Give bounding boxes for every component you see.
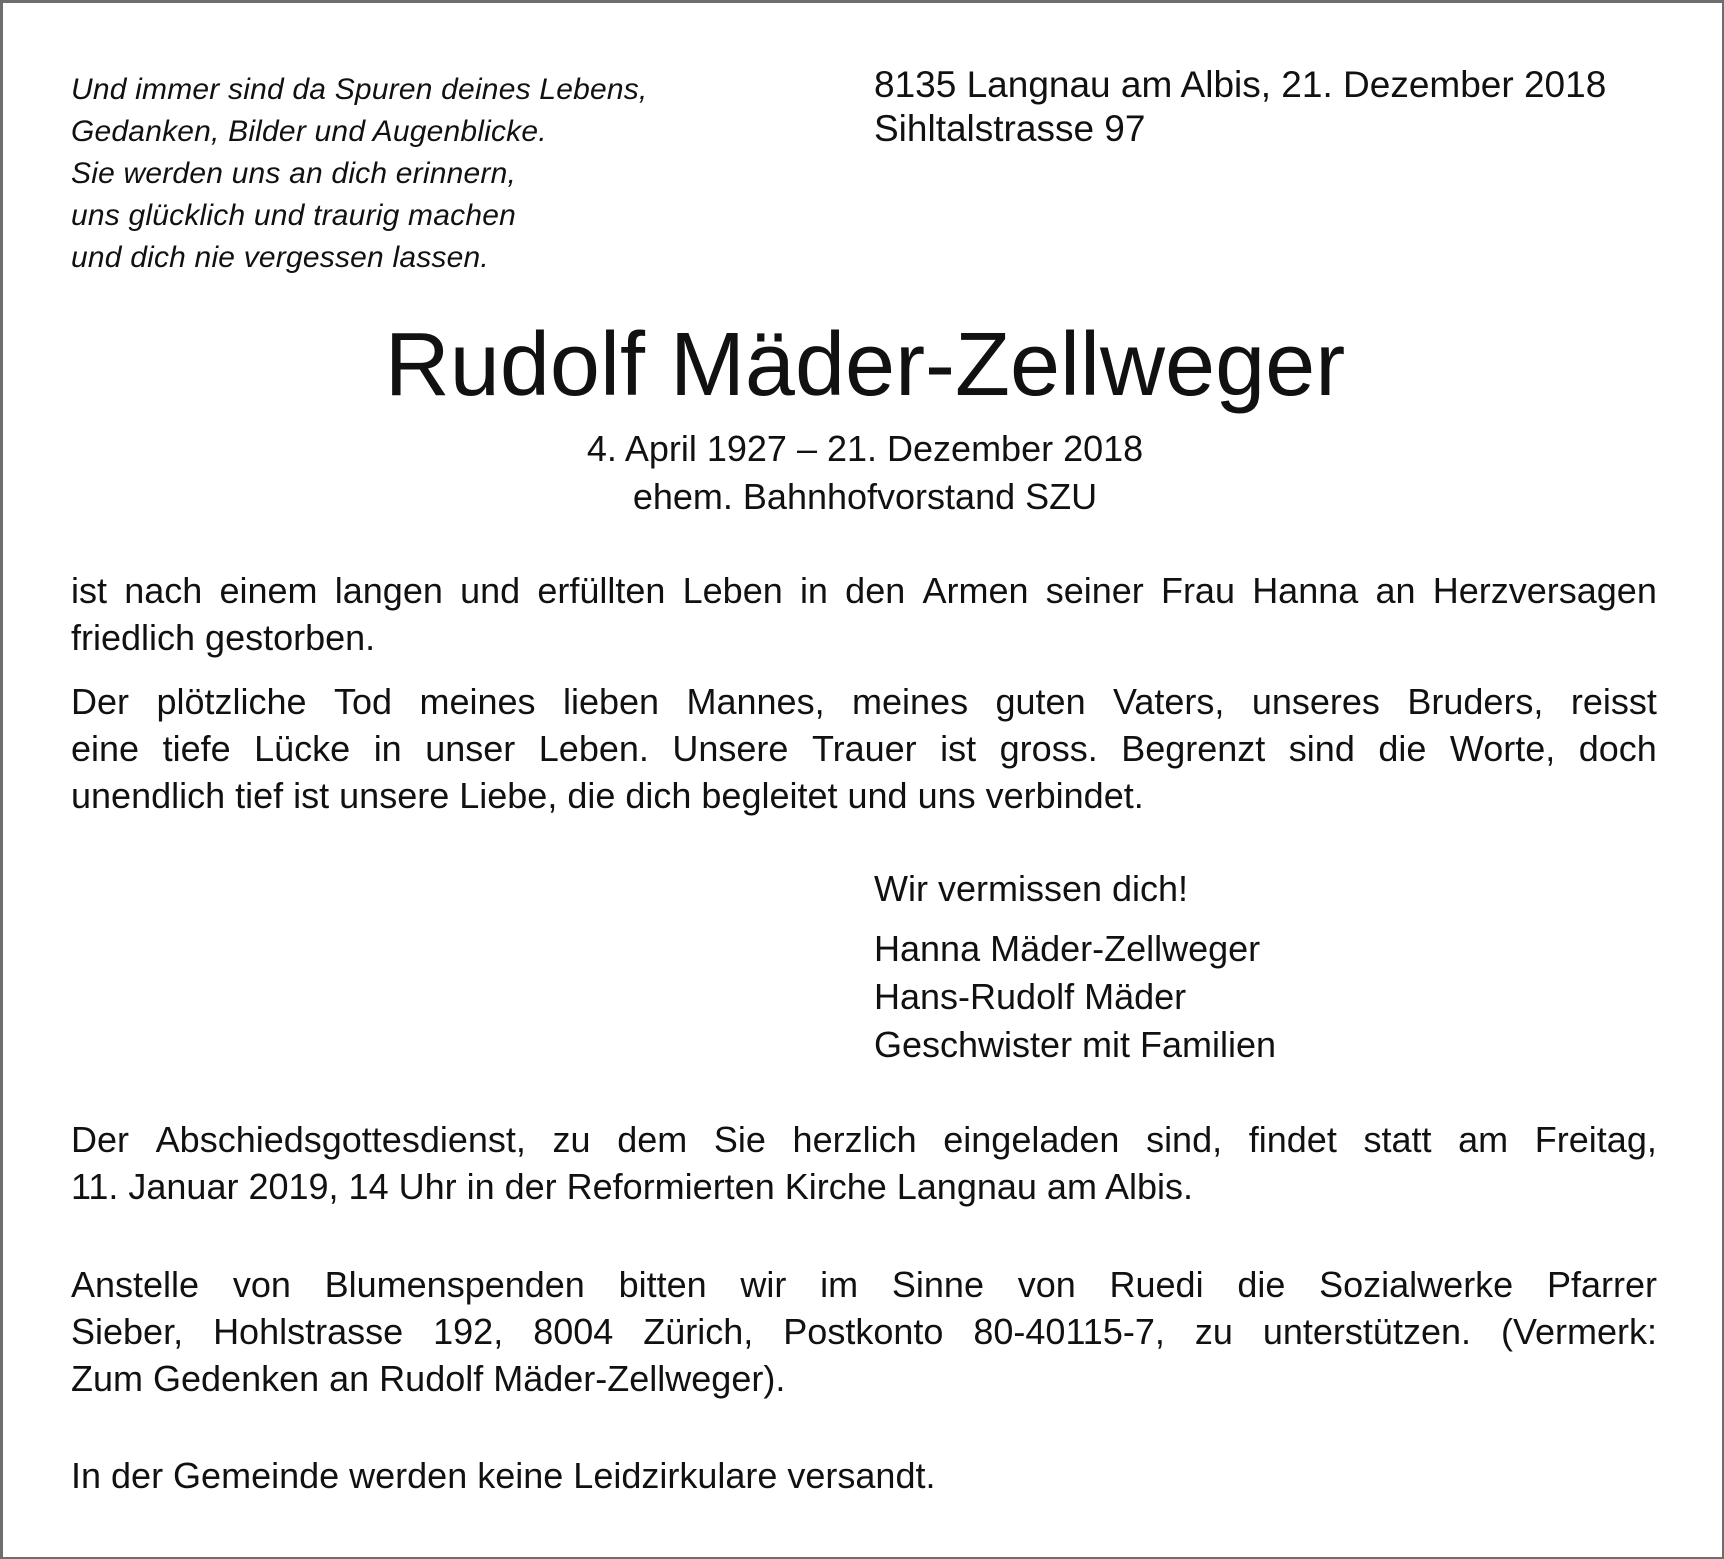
motto-line: uns glücklich und traurig machen — [71, 199, 516, 232]
word: Vaters, — [1113, 681, 1225, 722]
word: Freitag, — [1534, 1119, 1657, 1160]
word: Frau — [1160, 570, 1235, 611]
word: die — [1237, 1264, 1286, 1305]
word: Worte, — [1449, 728, 1556, 769]
paragraph-service — [71, 1116, 1657, 1210]
word: seiner — [1045, 570, 1144, 611]
word: (Vermerk: — [1500, 1311, 1657, 1352]
paragraph-donation — [71, 1261, 1657, 1402]
word: meines — [852, 681, 969, 722]
word: tiefe — [162, 728, 231, 769]
word: Sozialwerke — [1319, 1264, 1514, 1305]
motto-poem — [71, 69, 647, 279]
word: Abschiedsgottesdienst, — [155, 1119, 526, 1160]
word: und — [460, 570, 521, 611]
word: nach — [124, 570, 203, 611]
word: Sieber, — [71, 1311, 184, 1352]
motto-line: und dich nie vergessen lassen. — [71, 241, 489, 274]
signoff-greeting: Wir vermissen dich! — [874, 868, 1189, 909]
word: Mannes, — [686, 681, 825, 722]
life-info — [3, 425, 1724, 521]
word: dem — [617, 1119, 688, 1160]
justified-line — [71, 678, 1657, 725]
word: findet — [1248, 1119, 1337, 1160]
word: Bruders, — [1407, 681, 1544, 722]
word: Sinne — [891, 1264, 984, 1305]
word: Tod — [333, 681, 393, 722]
word: Begrenzt — [1121, 728, 1266, 769]
word: wir — [740, 1264, 787, 1305]
word: in — [373, 728, 402, 769]
word: statt — [1363, 1119, 1432, 1160]
word: unser — [425, 728, 516, 769]
place-and-date — [874, 63, 1606, 151]
word: sind, — [1146, 1119, 1223, 1160]
word: einem — [219, 570, 318, 611]
word: am — [1458, 1119, 1509, 1160]
word: Herzversagen — [1432, 570, 1657, 611]
word: ist — [71, 570, 107, 611]
word: reisst — [1570, 681, 1657, 722]
word: Hohlstrasse — [213, 1311, 404, 1352]
word: Der — [71, 681, 130, 722]
word: Blumenspenden — [324, 1264, 585, 1305]
text-line: 11. Januar 2019, 14 Uhr in der Reformierten Kirche Langnau am Albis. — [71, 1166, 1193, 1207]
word: eingeladen — [943, 1119, 1120, 1160]
word: die — [1378, 728, 1427, 769]
word: eine — [71, 728, 140, 769]
word: 80-40115-7, — [973, 1311, 1165, 1352]
justified-line — [71, 725, 1657, 772]
word: Unsere — [672, 728, 789, 769]
word: 192, — [433, 1311, 504, 1352]
word: Sie — [713, 1119, 766, 1160]
word: erfüllten — [537, 570, 666, 611]
mourner-name: Hans-Rudolf Mäder — [874, 976, 1187, 1017]
word: in — [799, 570, 828, 611]
address-line: Sihltalstrasse 97 — [874, 108, 1146, 149]
word: unterstützen. — [1262, 1311, 1471, 1352]
word: den — [845, 570, 906, 611]
word: doch — [1578, 728, 1657, 769]
text-line: unendlich tief ist unsere Liebe, die dich begleitet und uns verbindet. — [71, 775, 1144, 816]
text-line: In der Gemeinde werden keine Leidzirkulare versandt. — [71, 1455, 936, 1496]
word: unseres — [1251, 681, 1380, 722]
word: Zürich, — [643, 1311, 754, 1352]
justified-line — [71, 567, 1657, 614]
word: Anstelle — [71, 1264, 200, 1305]
word: meines — [419, 681, 536, 722]
paragraph-passing — [71, 567, 1657, 661]
word: plötzliche — [156, 681, 307, 722]
word: von — [232, 1264, 291, 1305]
signoff — [874, 865, 1276, 1069]
word: Leben. — [538, 728, 649, 769]
word: an — [1375, 570, 1416, 611]
word: Ruedi — [1109, 1264, 1204, 1305]
word: Pfarrer — [1546, 1264, 1657, 1305]
word: von — [1017, 1264, 1076, 1305]
word: im — [820, 1264, 859, 1305]
word: Lücke — [254, 728, 351, 769]
word: Der — [71, 1119, 130, 1160]
motto-line: Und immer sind da Spuren deines Lebens, — [71, 73, 648, 106]
occupation: ehem. Bahnhofvorstand SZU — [632, 476, 1098, 517]
life-dates: 4. April 1927 – 21. Dezember 2018 — [586, 428, 1144, 469]
word: langen — [334, 570, 443, 611]
deceased-name: Rudolf Mäder-Zellweger — [384, 315, 1346, 415]
word: Postkonto — [783, 1311, 944, 1352]
text-line: friedlich gestorben. — [71, 617, 376, 658]
word: 8004 — [533, 1311, 614, 1352]
paragraph-circular — [71, 1452, 1657, 1499]
word: ist — [940, 728, 977, 769]
word: zu — [552, 1119, 591, 1160]
word: lieben — [562, 681, 660, 722]
word: sind — [1288, 728, 1355, 769]
mourner-name: Geschwister mit Familien — [874, 1024, 1277, 1065]
word: Hanna — [1252, 570, 1359, 611]
word: Armen — [922, 570, 1029, 611]
justified-line — [71, 1116, 1657, 1163]
word: zu — [1194, 1311, 1233, 1352]
word: bitten — [618, 1264, 707, 1305]
motto-line: Sie werden uns an dich erinnern, — [71, 157, 517, 190]
mourner-name: Hanna Mäder-Zellweger — [874, 928, 1261, 969]
word: Leben — [682, 570, 783, 611]
word: gross. — [999, 728, 1098, 769]
paragraph-grief — [71, 678, 1657, 819]
motto-line: Gedanken, Bilder und Augenblicke. — [71, 115, 547, 148]
place-date-line: 8135 Langnau am Albis, 21. Dezember 2018 — [874, 64, 1607, 105]
word: guten — [995, 681, 1086, 722]
justified-line — [71, 1261, 1657, 1308]
word: herzlich — [792, 1119, 917, 1160]
word: Trauer — [811, 728, 917, 769]
justified-line — [71, 1308, 1657, 1355]
text-line: Zum Gedenken an Rudolf Mäder-Zellweger). — [71, 1358, 786, 1399]
